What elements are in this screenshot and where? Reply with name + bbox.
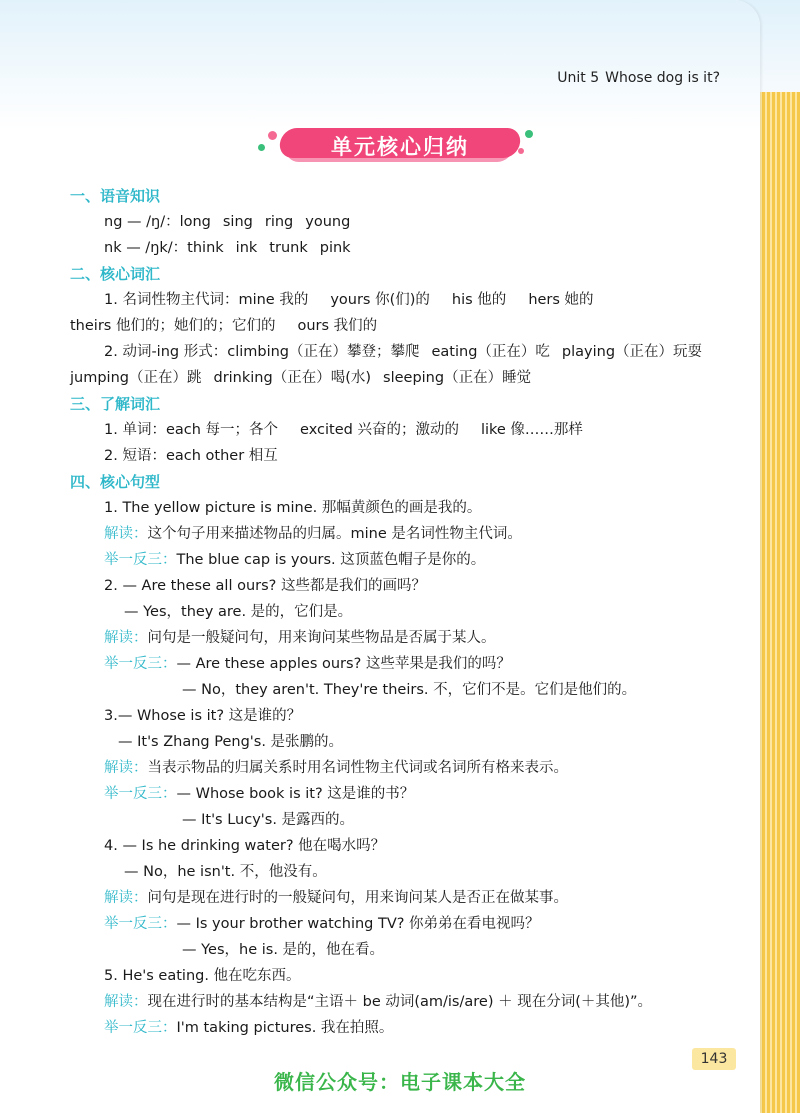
sentence-2-example-2: — No，they aren't. They're theirs. 不，它们不是。它们是他们的。: [182, 682, 637, 698]
sentence-3-example-2: — It's Lucy's. 是露西的。: [182, 812, 355, 828]
heading-extra-vocab: 三、了解词汇: [70, 395, 161, 413]
vocab-item-1-line-2: theirs 他们的；她们的；它们的 ours 我们的: [70, 318, 378, 334]
heading-sentences: 四、核心句型: [70, 473, 161, 491]
sentence-4-line-1: 4. — Is he drinking water? 他在喝水吗？: [104, 838, 386, 854]
vocab-item-1-line-1: 1. 名词性物主代词：mine 我的 yours 你(们)的 his 他的 hers 她的: [104, 292, 594, 308]
sentence-4-line-2: — No，he isn't. 不，他没有。: [124, 864, 327, 880]
heading-core-vocab: 二、核心词汇: [70, 265, 161, 283]
sentence-4-example-2: — Yes，he is. 是的，他在看。: [182, 942, 385, 958]
sentence-1-explain: 解读：这个句子用来描述物品的归属。mine 是名词性物主代词。: [104, 526, 522, 542]
header-unit: Unit 5: [557, 70, 600, 86]
section-title-banner: [268, 124, 532, 164]
extra-vocab-item-1: 1. 单词：each 每一；各个 excited 兴奋的；激动的 like 像……那样: [104, 422, 583, 438]
sentence-3-explain: 解读：当表示物品的归属关系时用名词性物主代词或名词所有格来表示。: [104, 760, 568, 776]
sentence-2-example-1: 举一反三：— Are these apples ours? 这些苹果是我们的吗？: [104, 656, 511, 672]
vocab-item-2-line-2: jumping（正在）跳 drinking（正在）喝(水) sleeping（正在）睡觉: [70, 370, 532, 386]
sentence-4-explain: 解读：问句是现在进行时的一般疑问句，用来询问某人是否正在做某事。: [104, 890, 568, 906]
decor-dot: [258, 144, 265, 151]
extra-vocab-item-2: 2. 短语：each other 相互: [104, 448, 278, 464]
sentence-4-example-1: 举一反三：— Is your brother watching TV? 你弟弟在看电视吗？: [104, 916, 540, 932]
sentence-5-example: 举一反三：I'm taking pictures. 我在拍照。: [104, 1020, 394, 1036]
header-title: Whose dog is it?: [605, 70, 720, 86]
sentence-3-example-1: 举一反三：— Whose book is it? 这是谁的书？: [104, 786, 415, 802]
page-number: 143: [692, 1048, 736, 1070]
sentence-5: 5. He's eating. 他在吃东西。: [104, 968, 301, 984]
sentence-5-explain: 解读：现在进行时的基本结构是“主语＋ be 动词(am/is/are) ＋ 现在分词(＋其他)”。: [104, 994, 653, 1010]
running-header: [557, 70, 720, 86]
sentence-2-line-2: — Yes，they are. 是的，它们是。: [124, 604, 353, 620]
footer-watermark: 微信公众号：电子课本大全: [274, 1070, 526, 1094]
phonetic-nk-line: nk — /ŋk/：think ink trunk pink: [104, 240, 351, 256]
sentence-3-line-2: — It's Zhang Peng's. 是张鹏的。: [118, 734, 344, 750]
sentence-2-line-1: 2. — Are these all ours? 这些都是我们的画吗？: [104, 578, 426, 594]
sentence-3-line-1: 3.— Whose is it? 这是谁的？: [104, 708, 302, 724]
vocab-item-2-line-1: 2. 动词-ing 形式：climbing（正在）攀登；攀爬 eating（正在）吃 playing（正在）玩耍: [104, 344, 703, 360]
sentence-2-explain: 解读：问句是一般疑问句，用来询问某些物品是否属于某人。: [104, 630, 496, 646]
sentence-1-example: 举一反三：The blue cap is yours. 这顶蓝色帽子是你的。: [104, 552, 486, 568]
section-title: 单元核心归纳: [331, 135, 469, 159]
sentence-1: 1. The yellow picture is mine. 那幅黄颜色的画是我的。: [104, 500, 482, 516]
phonetic-ng-line: ng — /ŋ/：long sing ring young: [104, 214, 351, 230]
heading-phonetics: 一、语音知识: [70, 187, 161, 205]
